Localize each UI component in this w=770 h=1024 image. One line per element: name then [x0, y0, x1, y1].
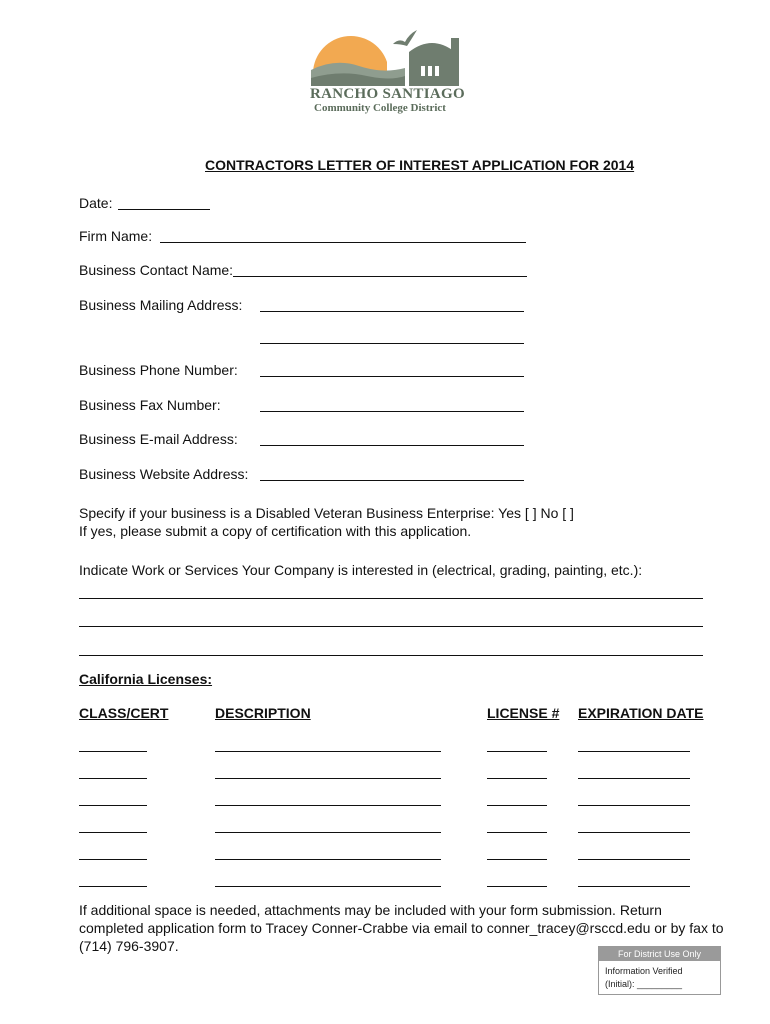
mailing-address-line-2[interactable] [260, 343, 524, 344]
fax-line[interactable] [260, 411, 524, 412]
license-number-line[interactable] [487, 886, 547, 887]
col-license-number: LICENSE # [487, 705, 560, 721]
phone-line[interactable] [260, 376, 524, 377]
fax-label: Business Fax Number: [79, 397, 221, 413]
expiration-date-line[interactable] [578, 859, 690, 860]
mailing-address-line-1[interactable] [260, 311, 524, 312]
col-description: DESCRIPTION [215, 705, 311, 721]
district-use-initial: (Initial): _________ [605, 979, 683, 989]
description-line[interactable] [215, 751, 441, 752]
expiration-date-line[interactable] [578, 832, 690, 833]
email-line[interactable] [260, 445, 524, 446]
description-line[interactable] [215, 832, 441, 833]
license-number-line[interactable] [487, 778, 547, 779]
license-number-line[interactable] [487, 859, 547, 860]
logo-emblem [305, 26, 465, 88]
date-label: Date: [79, 195, 113, 211]
footer-line-3: (714) 796-3907. [79, 938, 179, 954]
expiration-date-line[interactable] [578, 805, 690, 806]
date-line[interactable] [118, 209, 210, 210]
email-label: Business E-mail Address: [79, 431, 238, 447]
class-cert-line[interactable] [79, 805, 147, 806]
work-line-2[interactable] [79, 626, 703, 627]
description-line[interactable] [215, 778, 441, 779]
class-cert-line[interactable] [79, 751, 147, 752]
expiration-date-line[interactable] [578, 751, 690, 752]
col-class-cert: CLASS/CERT [79, 705, 169, 721]
dvbe-note: If yes, please submit a copy of certification with this application. [79, 523, 472, 539]
work-line-1[interactable] [79, 598, 703, 599]
mailing-address-label: Business Mailing Address: [79, 297, 243, 313]
district-use-box [598, 946, 721, 995]
contact-name-label: Business Contact Name: [79, 262, 234, 278]
footer-line-2: completed application form to Tracey Conner-Crabbe via email to conner_tracey@rsccd.edu or by fax to [79, 920, 724, 936]
licenses-heading: California Licenses: [79, 671, 213, 687]
expiration-date-line[interactable] [578, 886, 690, 887]
district-use-header: For District Use Only [599, 947, 720, 961]
firm-name-line[interactable] [160, 242, 526, 243]
class-cert-line[interactable] [79, 886, 147, 887]
expiration-date-line[interactable] [578, 778, 690, 779]
dvbe-question: Specify if your business is a Disabled Veteran Business Enterprise: Yes [ ] No [ ] [79, 505, 574, 521]
description-line[interactable] [215, 886, 441, 887]
description-line[interactable] [215, 805, 441, 806]
contact-name-line[interactable] [233, 276, 527, 277]
license-number-line[interactable] [487, 805, 547, 806]
class-cert-line[interactable] [79, 832, 147, 833]
website-label: Business Website Address: [79, 466, 249, 482]
website-line[interactable] [260, 480, 524, 481]
phone-label: Business Phone Number: [79, 362, 238, 378]
license-number-line[interactable] [487, 751, 547, 752]
class-cert-line[interactable] [79, 859, 147, 860]
description-line[interactable] [215, 859, 441, 860]
work-line-3[interactable] [79, 655, 703, 656]
firm-name-label: Firm Name: [79, 228, 153, 244]
district-use-verified: Information Verified [605, 966, 683, 976]
logo-name: RANCHO SANTIAGO [310, 86, 465, 102]
col-expiration-date: EXPIRATION DATE [578, 705, 704, 721]
logo-subtitle: Community College District [314, 102, 446, 114]
license-number-line[interactable] [487, 832, 547, 833]
page-title: CONTRACTORS LETTER OF INTEREST APPLICATION FOR 2014 [205, 157, 635, 173]
class-cert-line[interactable] [79, 778, 147, 779]
work-prompt: Indicate Work or Services Your Company is interested in (electrical, grading, painting, etc.): [79, 562, 643, 578]
footer-line-1: If additional space is needed, attachments may be included with your form submission. Return [79, 902, 662, 918]
